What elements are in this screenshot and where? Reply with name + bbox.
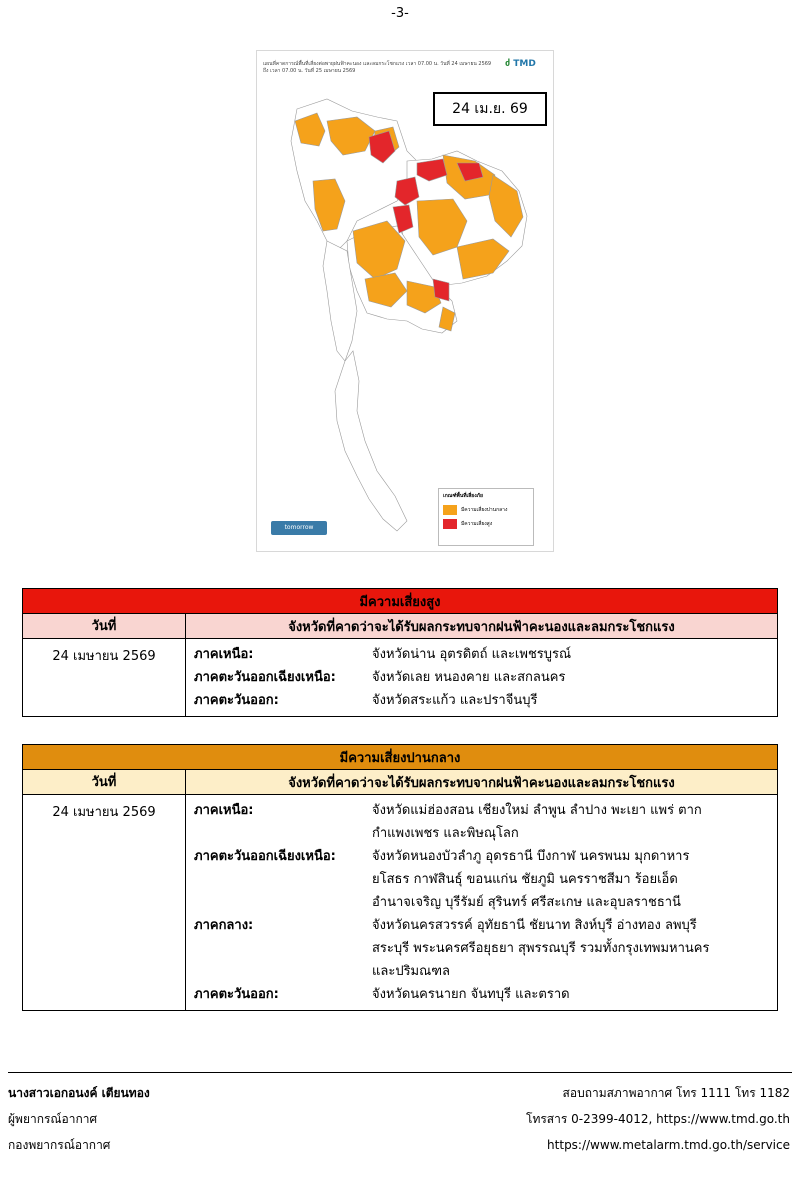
page-number: -3-	[391, 6, 409, 21]
high-region-northeast	[194, 666, 769, 689]
moderate-region-central	[194, 914, 769, 983]
map-date-label: 24 เม.ย. 69	[433, 92, 547, 126]
high-region-east	[194, 689, 769, 712]
moderate-region-east	[194, 983, 769, 1006]
region-name: ภาคตะวันออก:	[194, 693, 279, 708]
region-line: จังหวัดเลย หนองคาย และสกลนคร	[372, 670, 566, 685]
moderate-risk-date: 24 เมษายน 2569	[23, 795, 186, 1011]
tmd-logo: ძ TMD	[505, 59, 536, 69]
tmd-logo-text: TMD	[513, 59, 536, 69]
map-region-south	[335, 351, 407, 531]
region-line: กำแพงเพชร และพิษณุโลก	[372, 826, 519, 841]
region-line: จังหวัดหนองบัวลำภู อุดรธานี บึงกาฬ นครพนม มุกดาหาร	[372, 849, 690, 864]
moderate-risk-col-date: วันที่	[23, 770, 186, 795]
contact-web[interactable]: https://www.metalarm.tmd.go.th/service	[547, 1138, 790, 1152]
contact-fax[interactable]: โทรสาร 0-2399-4012, https://www.tmd.go.th	[526, 1112, 790, 1126]
region-line: สระบุรี พระนครศรีอยุธยา สุพรรณบุรี รวมทั้งกรุงเทพมหานคร	[372, 941, 710, 956]
footer-right	[526, 1080, 790, 1158]
legend-label-moderate: มีความเสี่ยงปานกลาง	[461, 507, 508, 513]
moderate-risk-regions	[186, 795, 778, 1011]
legend-item-high	[439, 517, 533, 531]
moderate-region-northeast	[194, 845, 769, 914]
legend-swatch-high	[443, 519, 457, 529]
thailand-map	[257, 51, 553, 551]
region-name: ภาคกลาง:	[194, 918, 254, 933]
moderate-patch-ne4	[457, 239, 509, 279]
risk-map	[256, 50, 554, 552]
high-risk-date: 24 เมษายน 2569	[23, 639, 186, 717]
moderate-region-north	[194, 799, 769, 845]
forecaster-role: ผู้พยากรณ์อากาศ	[8, 1112, 98, 1126]
region-line: จังหวัดนครสวรรค์ อุทัยธานี ชัยนาท สิงห์บุรี อ่างทอง ลพบุรี	[372, 918, 697, 933]
region-name: ภาคเหนือ:	[194, 647, 254, 662]
high-risk-title: มีความเสี่ยงสูง	[23, 589, 778, 614]
footer-left	[8, 1080, 150, 1158]
high-risk-table	[22, 588, 778, 717]
division-name: กองพยากรณ์อากาศ	[8, 1138, 111, 1152]
region-line: ยโสธร กาฬสินธุ์ ขอนแก่น ชัยภูมิ นครราชสีมา ร้อยเอ็ด	[372, 872, 678, 887]
region-name: ภาคเหนือ:	[194, 803, 254, 818]
map-legend	[438, 488, 534, 546]
region-line: อำนาจเจริญ บุรีรัมย์ สุรินทร์ ศรีสะเกษ และอุบลราชธานี	[372, 895, 681, 910]
footer-divider	[8, 1072, 792, 1073]
map-caption: แผนที่คาดการณ์พื้นที่เสี่ยงต่อพายุฝนฟ้าคะนอง และลมกระโชกแรง เวลา 07.00 น. วันที่ 24 เมษายน 2569 ถึง เวลา 07.00 น. วันที่ 25 เมษายน 2569	[263, 61, 492, 74]
high-risk-col-date: วันที่	[23, 614, 186, 639]
high-risk-col-provinces: จังหวัดที่คาดว่าจะได้รับผลกระทบจากฝนฟ้าคะนองและลมกระโชกแรง	[186, 614, 778, 639]
region-line: จังหวัดน่าน อุตรดิตถ์ และเพชรบูรณ์	[372, 647, 572, 662]
legend-label-high: มีความเสี่ยงสูง	[461, 521, 493, 527]
tomorrow-badge: tomorrow	[271, 521, 327, 535]
high-region-north	[194, 643, 769, 666]
legend-title: เกณฑ์พื้นที่เสี่ยงภัย	[443, 493, 483, 499]
forecaster-name: นางสาวเอกอนงค์ เตียนทอง	[8, 1086, 150, 1100]
region-line: จังหวัดสระแก้ว และปราจีนบุรี	[372, 693, 538, 708]
region-name: ภาคตะวันออกเฉียงเหนือ:	[194, 849, 336, 864]
legend-swatch-moderate	[443, 505, 457, 515]
region-name: ภาคตะวันออก:	[194, 987, 279, 1002]
moderate-risk-table	[22, 744, 778, 1011]
region-line: และปริมณฑล	[372, 964, 450, 979]
legend-item-moderate	[439, 503, 533, 517]
moderate-risk-title: มีความเสี่ยงปานกลาง	[23, 745, 778, 770]
moderate-risk-col-provinces: จังหวัดที่คาดว่าจะได้รับผลกระทบจากฝนฟ้าคะนองและลมกระโชกแรง	[186, 770, 778, 795]
region-line: จังหวัดแม่ฮ่องสอน เชียงใหม่ ลำพูน ลำปาง พะเยา แพร่ ตาก	[372, 803, 702, 818]
high-risk-regions	[186, 639, 778, 717]
contact-phone: สอบถามสภาพอากาศ โทร 1111 โทร 1182	[562, 1086, 790, 1100]
region-line: จังหวัดนครนายก จันทบุรี และตราด	[372, 987, 570, 1002]
region-name: ภาคตะวันออกเฉียงเหนือ:	[194, 670, 336, 685]
